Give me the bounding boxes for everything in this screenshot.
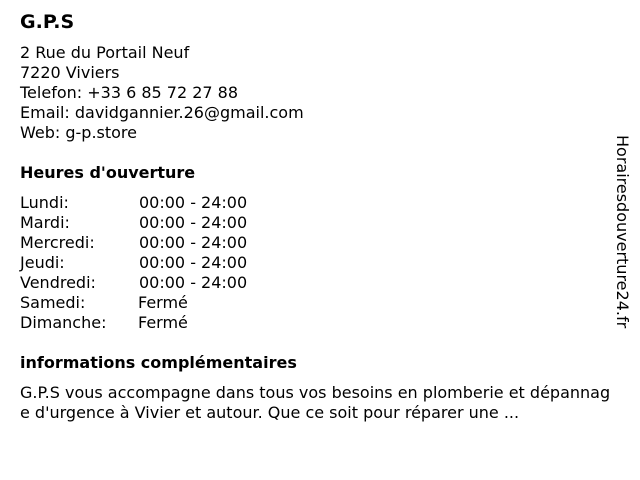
hours-day: Vendredi: <box>20 273 96 292</box>
info-title: informations complémentaires <box>20 353 297 372</box>
hours-row-saturday <box>20 293 610 313</box>
site-watermark: Horairesdouverture24.fr <box>613 135 632 329</box>
hours-title: Heures d'ouverture <box>20 163 196 182</box>
hours-row-wednesday <box>20 233 610 253</box>
hours-time: 00:00 - 24:00 <box>139 253 248 272</box>
hours-row-friday <box>20 273 610 293</box>
web-line: Web: g-p.store <box>20 123 137 142</box>
hours-row-monday <box>20 193 610 213</box>
hours-time: 00:00 - 24:00 <box>139 233 248 252</box>
business-name: G.P.S <box>20 11 75 33</box>
hours-day: Mercredi: <box>20 233 95 252</box>
hours-day: Dimanche: <box>20 313 107 332</box>
phone-line: Telefon: +33 6 85 72 27 88 <box>20 83 239 102</box>
hours-row-thursday <box>20 253 610 273</box>
hours-time: Fermé <box>138 293 188 312</box>
business-card <box>20 10 610 423</box>
contact-block <box>20 43 610 143</box>
address-line-1: 2 Rue du Portail Neuf <box>20 43 190 62</box>
hours-day: Samedi: <box>20 293 86 312</box>
hours-row-tuesday <box>20 213 610 233</box>
hours-time: 00:00 - 24:00 <box>139 193 248 212</box>
address-line-2: 7220 Viviers <box>20 63 120 82</box>
hours-time: 00:00 - 24:00 <box>139 273 248 292</box>
hours-time: Fermé <box>138 313 188 332</box>
email-line: Email: davidgannier.26@gmail.com <box>20 103 304 122</box>
hours-day: Mardi: <box>20 213 70 232</box>
hours-table <box>20 193 610 333</box>
hours-time: 00:00 - 24:00 <box>139 213 248 232</box>
hours-row-sunday <box>20 313 610 333</box>
hours-day: Jeudi: <box>20 253 65 272</box>
hours-day: Lundi: <box>20 193 69 212</box>
info-text: G.P.S vous accompagne dans tous vos besoins en plomberie et dépannage d'urgence à Vivier et autour. Que ce soit pour réparer une ... <box>20 383 611 422</box>
